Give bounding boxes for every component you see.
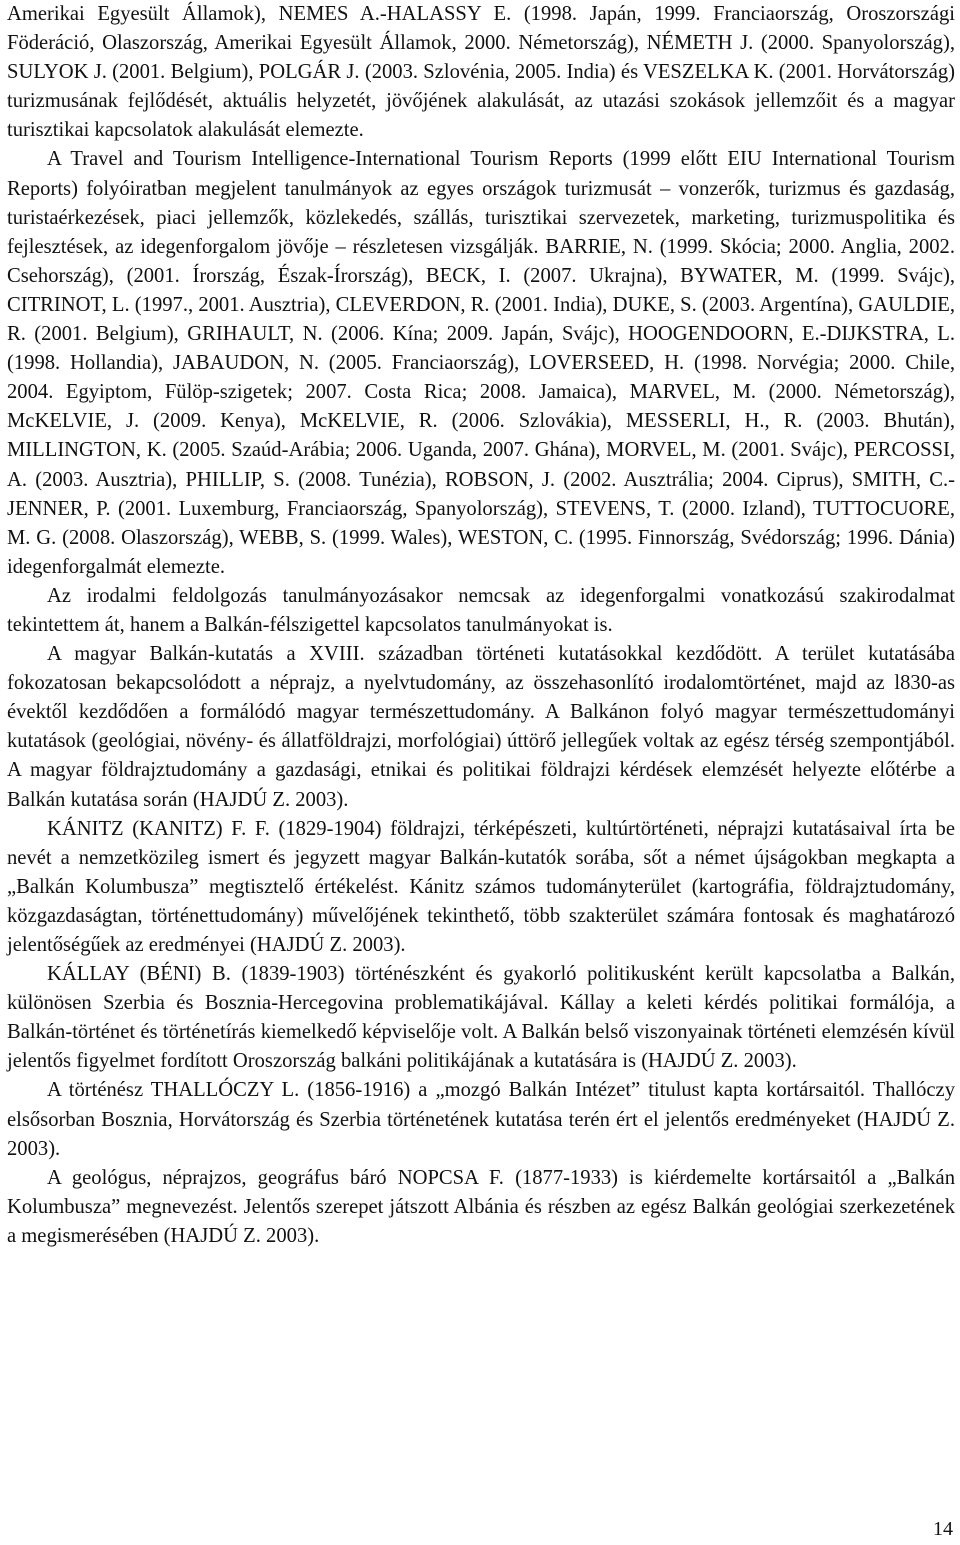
paragraph-7: A történész THALLÓCZY L. (1856-1916) a „mozgó Balkán Intézet” titulust kapta kortársaitól. Thallóczy elsősorban Bosznia, Horvátország és Szerbia történetének kutatása terén ért el jelentős eredményeket (HAJDÚ Z. 2003). (7, 1079, 955, 1160)
paragraph-8: A geológus, néprajzos, geográfus báró NOPCSA F. (1877-1933) is kiérdemelte kortársaitól a „Balkán Kolumbusza” megnevezést. Jelentős szerepet játszott Albánia és részben az egész Balkán geológiai szerkezetének a megismerésében (HAJDÚ Z. 2003). (7, 1166, 955, 1247)
page-number: 14 (933, 1518, 953, 1540)
paragraph-3: Az irodalmi feldolgozás tanulmányozásakor nemcsak az idegenforgalmi vonatkozású szakirodalmat tekintettem át, hanem a Balkán-félszigettel kapcsolatos tanulmányokat is. (7, 584, 955, 636)
paragraph-4: A magyar Balkán-kutatás a XVIII. században történeti kutatásokkal kezdődött. A terület kutatásába fokozatosan bekapcsolódott a néprajz, a nyelvtudomány, az összehasonlító irodalomtörténet, majd az l830-as évektől kezdődően a formálódó magyar természettudomány. A Balkánon folyó magyar természettudományi kutatások (geológiai, növény- és állatföldrajzi, morfológiai) úttörő jellegűek voltak az egész térség szempontjából. A magyar földrajztudomány a gazdasági, etnikai és politikai földrajzi kérdések elemzését helyezte előtérbe a Balkán kutatása során (HAJDÚ Z. 2003). (7, 643, 955, 811)
paragraph-2: A Travel and Tourism Intelligence-International Tourism Reports (1999 előtt EIU International Tourism Reports) folyóiratban megjelent tanulmányok az egyes országok turizmusát – vonzerők, turizmus és gazdaság, turistaérkezések, piaci jellemzők, közlekedés, szállás, turisztikai szervezetek, marketing, turizmuspolitika és fejlesztések, az idegenforgalom jövője – részletesen vizsgálják. BARRIE, N. (1999. Skócia; 2000. Anglia, 2002. Csehország), (2001. Írország, Észak-Írország), BECK, I. (2007. Ukrajna), BYWATER, M. (1999. Svájc), CITRINOT, L. (1997., 2001. Ausztria), CLEVERDON, R. (2001. India), DUKE, S. (2003. Argentína), GAULDIE, R. (2001. Belgium), GRIHAULT, N. (2006. Kína; 2009. Japán, Svájc), HOOGENDOORN, E.-DIJKSTRA, L. (1998. Hollandia), JABAUDON, N. (2005. Franciaország), LOVERSEED, H. (1998. Norvégia; 2000. Chile, 2004. Egyiptom, Fülöp-szigetek; 2007. Costa Rica; 2008. Jamaica), MARVEL, M. (2000. Németország), McKELVIE, J. (2009. Kenya), McKELVIE, R. (2006. Szlovákia), MESSERLI, H., R. (2003. Bhután), MILLINGTON, K. (2005. Szaúd-Arábia; 2006. Uganda, 2007. Ghána), MORVEL, M. (2001. Svájc), PERCOSSI, A. (2003. Ausztria), PHILLIP, S. (2008. Tunézia), ROBSON, J. (2002. Ausztrália; 2004. Ciprus), SMITH, C.-JENNER, P. (2001. Luxemburg, Franciaország, Spanyolország), STEVENS, T. (2000. Izland), TUTTOCUORE, M. G. (2008. Olaszország), WEBB, S. (1999. Wales), WESTON, C. (1995. Finnország, Svédország; 1996. Dánia) idegenforgalmát elemezte. (7, 148, 955, 578)
page-body (7, 0, 955, 1251)
paragraph-5: KÁNITZ (KANITZ) F. F. (1829-1904) földrajzi, térképészeti, kultúrtörténeti, néprajzi kutatásaival írta be nevét a nemzetközileg ismert és jegyzett magyar Balkán-kutatók sorába, sőt a német újságokban megkapta a „Balkán Kolumbusza” megtisztelő értékelést. Kánitz számos tudományterület (kartográfia, földrajztudomány, közgazdaságtan, történettudomány) művelőjének tekinthető, több szakterület számára fontosak és maghatározó jelentőségűek az eredményei (HAJDÚ Z. 2003). (7, 817, 955, 956)
paragraph-6: KÁLLAY (BÉNI) B. (1839-1903) történészként és gyakorló politikusként került kapcsolatba a Balkán, különösen Szerbia és Bosznia-Hercegovina problematikájával. Kállay a keleti kérdés politikai formálója, a Balkán-történet és történetírás kiemelkedő képviselője volt. A Balkán belső viszonyainak történeti elemzésén kívül jelentős figyelmet fordított Oroszország balkáni politikájának a kutatására is (HAJDÚ Z. 2003). (7, 963, 955, 1073)
paragraph-1: Amerikai Egyesült Államok), NEMES A.-HALASSY E. (1998. Japán, 1999. Franciaország, Oroszországi Föderáció, Olaszország, Amerikai Egyesült Államok, 2000. Németország), NÉMETH J. (2000. Spanyolország), SULYOK J. (2001. Belgium), POLGÁR J. (2003. Szlovénia, 2005. India) és VESZELKA K. (2001. Horvátország) turizmusának fejlődését, aktuális helyzetét, jövőjének alakulását, az utazási szokások jellemzőit és a magyar turisztikai kapcsolatok alakulását elemezte. (7, 3, 955, 142)
